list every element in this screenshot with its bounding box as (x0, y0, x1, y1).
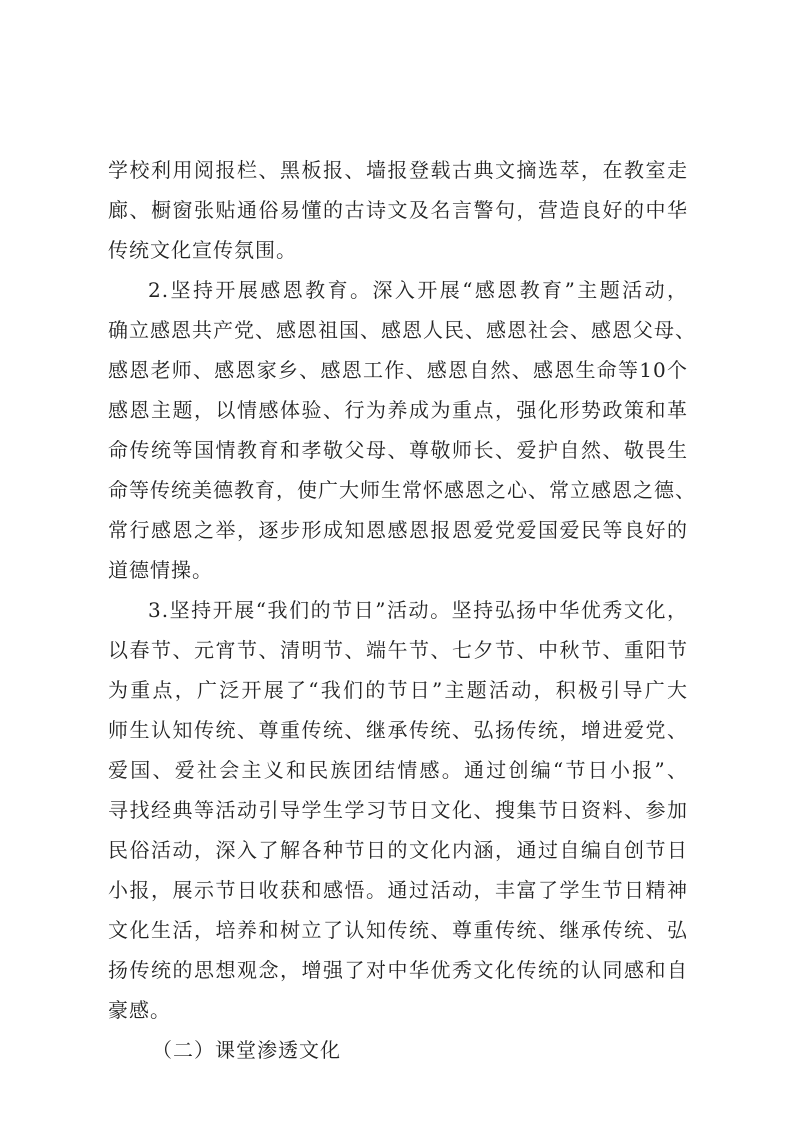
text-line: 2.坚持开展感恩教育。深入开展“感恩教育”主题活动， (148, 278, 688, 302)
text-line: 廊、橱窗张贴通俗易懂的古诗文及名言警句，营造良好的中华 (108, 198, 688, 222)
text-line: 确立感恩共产党、感恩祖国、感恩人民、感恩社会、感恩父母、 (108, 318, 696, 342)
text-line: 民俗活动，深入了解各种节日的文化内涵，通过自编自创节日 (108, 838, 688, 862)
text-line: 常行感恩之举，逐步形成知恩感恩报恩爱党爱国爱民等良好的 (108, 518, 688, 542)
text-line: 命等传统美德教育，使广大师生常怀感恩之心、常立感恩之德、 (108, 478, 696, 502)
section-heading: （二）课堂渗透文化 (152, 1038, 341, 1062)
text-line: 扬传统的思想观念，增强了对中华优秀文化传统的认同感和自 (108, 958, 688, 982)
paragraph-3 (108, 590, 688, 1030)
text-line: 感恩老师、感恩家乡、感恩工作、感恩自然、感恩生命等10个 (108, 358, 688, 382)
paragraph-2 (108, 270, 696, 590)
text-line: 爱国、爱社会主义和民族团结情感。通过创编“节日小报”、 (108, 758, 688, 782)
text-line: 以春节、元宵节、清明节、端午节、七夕节、中秋节、重阳节 (108, 638, 688, 662)
text-line: 传统文化宣传氛围。 (108, 238, 297, 262)
text-line: 豪感。 (108, 998, 171, 1022)
text-line: 3.坚持开展“我们的节日”活动。坚持弘扬中华优秀文化， (148, 598, 688, 622)
text-line: 学校利用阅报栏、黑板报、墙报登载古典文摘选萃，在教室走 (108, 158, 688, 182)
text-line: 为重点，广泛开展了“我们的节日”主题活动，积极引导广大 (108, 678, 688, 702)
text-line: 命传统等国情教育和孝敬父母、尊敬师长、爱护自然、敬畏生 (108, 438, 688, 462)
document-body (108, 150, 696, 1070)
text-line: 文化生活，培养和树立了认知传统、尊重传统、继承传统、弘 (108, 918, 688, 942)
paragraph-1 (108, 150, 688, 270)
text-line: 道德情操。 (108, 558, 213, 582)
text-line: 师生认知传统、尊重传统、继承传统、弘扬传统，增进爱党、 (108, 718, 688, 742)
text-line: 寻找经典等活动引导学生学习节日文化、搜集节日资料、参加 (108, 798, 688, 822)
text-line: 小报，展示节日收获和感悟。通过活动，丰富了学生节日精神 (108, 878, 688, 902)
text-line: 感恩主题，以情感体验、行为养成为重点，强化形势政策和革 (108, 398, 688, 422)
